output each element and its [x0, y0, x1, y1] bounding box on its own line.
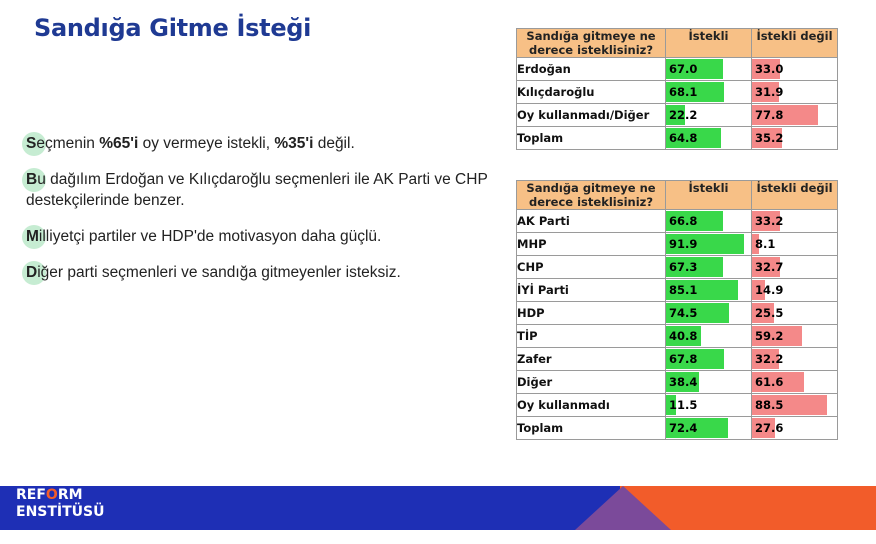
- cell-value: 91.9: [669, 237, 698, 251]
- cell-value: 27.6: [755, 421, 784, 435]
- table-header-istekli-degil: İstekli değil: [752, 29, 838, 58]
- logo-text-o: O: [45, 487, 58, 503]
- cell-value: 66.8: [669, 214, 698, 228]
- bullet-text: %65'i: [99, 135, 139, 152]
- row-label: Kılıçdaroğlu: [517, 81, 666, 104]
- logo-text-a: REF: [16, 487, 46, 503]
- cell-istekli: [666, 417, 752, 440]
- table-row: [517, 210, 838, 233]
- row-label: CHP: [517, 256, 666, 279]
- cell-value: 74.5: [669, 306, 698, 320]
- logo-text-line2: ENSTİTÜSÜ: [16, 504, 105, 520]
- cell-value: 35.2: [755, 131, 784, 145]
- row-label: Oy kullanmadı: [517, 394, 666, 417]
- cell-value: 8.1: [755, 237, 776, 251]
- footer-triangle: [575, 486, 671, 530]
- cell-value: 33.0: [755, 62, 784, 76]
- cell-value: 88.5: [755, 398, 784, 412]
- page-title: Sandığa Gitme İsteği: [34, 14, 312, 42]
- cell-istekli-degil: [752, 127, 838, 150]
- cell-value: 85.1: [669, 283, 698, 297]
- row-label: İYİ Parti: [517, 279, 666, 302]
- bullet-item: [26, 226, 506, 247]
- cell-istekli: [666, 104, 752, 127]
- cell-value: 22.2: [669, 108, 698, 122]
- table-row: [517, 348, 838, 371]
- bullet-item: [26, 262, 506, 283]
- cell-istekli: [666, 279, 752, 302]
- cell-istekli-degil: [752, 348, 838, 371]
- reform-logo: [16, 487, 105, 521]
- bullet-initial: B: [26, 171, 38, 188]
- bullet-text: eçmenin: [36, 135, 100, 152]
- cell-value: 32.7: [755, 260, 784, 274]
- table-header-istekli-degil: İstekli değil: [752, 181, 838, 210]
- cell-istekli: [666, 58, 752, 81]
- row-label: TİP: [517, 325, 666, 348]
- cell-value: 38.4: [669, 375, 698, 389]
- cell-value: 64.8: [669, 131, 698, 145]
- table-row: [517, 256, 838, 279]
- cell-istekli: [666, 371, 752, 394]
- logo-text-b: RM: [57, 487, 83, 503]
- bullet-list: [26, 133, 506, 298]
- cell-istekli-degil: [752, 325, 838, 348]
- row-label: AK Parti: [517, 210, 666, 233]
- bullet-text: iğer parti seçmenleri ve sandığa gitmeyenler isteksiz.: [37, 264, 401, 281]
- cell-value: 32.2: [755, 352, 784, 366]
- cell-istekli-degil: [752, 302, 838, 325]
- cell-istekli-degil: [752, 81, 838, 104]
- cell-value: 31.9: [755, 85, 784, 99]
- cell-istekli: [666, 348, 752, 371]
- cell-istekli: [666, 210, 752, 233]
- cell-istekli: [666, 81, 752, 104]
- bullet-text: değil.: [313, 135, 355, 152]
- table-row: [517, 127, 838, 150]
- cell-value: 67.0: [669, 62, 698, 76]
- table-row: [517, 302, 838, 325]
- bullet-initial: D: [26, 264, 38, 281]
- bullet-item: [26, 133, 506, 154]
- table-row: [517, 233, 838, 256]
- cell-value: 11.5: [669, 398, 698, 412]
- voter-candidate-table: [516, 28, 838, 150]
- bullet-item: [26, 169, 506, 211]
- table-row: [517, 104, 838, 127]
- cell-value: 59.2: [755, 329, 784, 343]
- bullet-text: %35'i: [274, 135, 314, 152]
- table-row: [517, 417, 838, 440]
- cell-value: 77.8: [755, 108, 784, 122]
- cell-istekli: [666, 325, 752, 348]
- cell-value: 61.6: [755, 375, 784, 389]
- bullet-text: illiyetçi partiler ve HDP'de motivasyon daha güçlü.: [38, 228, 382, 245]
- cell-value: 40.8: [669, 329, 698, 343]
- cell-istekli-degil: [752, 104, 838, 127]
- cell-value: 67.8: [669, 352, 698, 366]
- table-header-question: Sandığa gitmeye ne derece isteklisiniz?: [517, 29, 666, 58]
- cell-istekli: [666, 233, 752, 256]
- row-label: Toplam: [517, 417, 666, 440]
- row-label: MHP: [517, 233, 666, 256]
- row-label: Toplam: [517, 127, 666, 150]
- bullet-text: oy vermeye istekli,: [138, 135, 275, 152]
- table-header-istekli: İstekli: [666, 29, 752, 58]
- cell-value: 25.5: [755, 306, 784, 320]
- cell-istekli: [666, 127, 752, 150]
- table-row: [517, 325, 838, 348]
- table-row: [517, 81, 838, 104]
- cell-istekli-degil: [752, 371, 838, 394]
- bullet-initial: M: [26, 228, 39, 245]
- cell-istekli-degil: [752, 233, 838, 256]
- row-label: Oy kullanmadı/Diğer: [517, 104, 666, 127]
- cell-istekli-degil: [752, 58, 838, 81]
- party-table: [516, 180, 838, 440]
- table-row: [517, 371, 838, 394]
- row-label: Zafer: [517, 348, 666, 371]
- cell-istekli: [666, 302, 752, 325]
- row-label: HDP: [517, 302, 666, 325]
- cell-value: 68.1: [669, 85, 698, 99]
- cell-value: 33.2: [755, 214, 784, 228]
- table-row: [517, 394, 838, 417]
- table-header-istekli: İstekli: [666, 181, 752, 210]
- bullet-text: u dağılım Erdoğan ve Kılıçdaroğlu seçmenleri ile AK Parti ve CHP destekçilerinde benzer.: [26, 171, 488, 209]
- row-label: Erdoğan: [517, 58, 666, 81]
- cell-istekli: [666, 394, 752, 417]
- cell-istekli-degil: [752, 279, 838, 302]
- cell-istekli-degil: [752, 394, 838, 417]
- row-label: Diğer: [517, 371, 666, 394]
- table-row: [517, 58, 838, 81]
- table-row: [517, 279, 838, 302]
- cell-istekli: [666, 256, 752, 279]
- cell-value: 14.9: [755, 283, 784, 297]
- cell-value: 67.3: [669, 260, 698, 274]
- cell-istekli-degil: [752, 417, 838, 440]
- cell-value: 72.4: [669, 421, 698, 435]
- cell-istekli-degil: [752, 256, 838, 279]
- cell-istekli-degil: [752, 210, 838, 233]
- bullet-initial: S: [26, 135, 37, 152]
- table-header-question: Sandığa gitmeye ne derece isteklisiniz?: [517, 181, 666, 210]
